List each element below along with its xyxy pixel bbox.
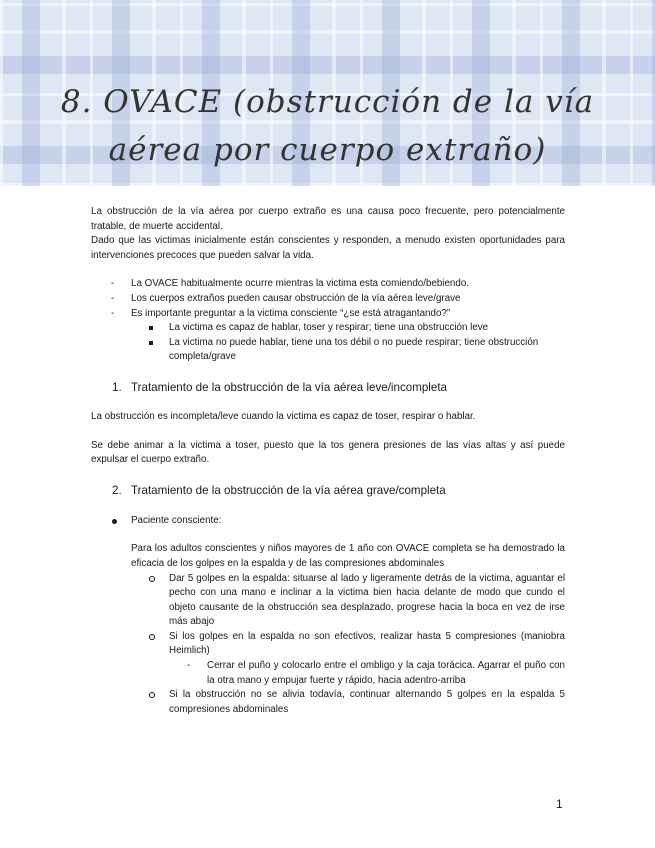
- list-item: Si la obstrucción no se alivia todavía, continuar alternando 5 golpes en la espalda 5 compresiones abdominales: [91, 688, 565, 717]
- section-1-paragraph-2: Se debe animar a la victima a toser, puesto que la tos genera presiones de las vías altas y así puede expulsar el cuerpo extraño.: [91, 439, 565, 466]
- list-item: - La OVACE habitualmente ocurre mientras la victima esta comiendo/bebiendo.: [91, 277, 565, 292]
- section-title: Tratamiento de la obstrucción de la vía aérea grave/completa: [131, 483, 446, 497]
- section-number: 2.: [112, 483, 122, 497]
- sub-points-list: [91, 321, 565, 365]
- list-item: - Cerrar el puño y colocarlo entre el ombligo y la caja torácica. Agarrar el puño con la otra mano y empujar fuerte y rápido, hacia adentro-arriba: [91, 659, 565, 688]
- substep-list: [91, 659, 565, 688]
- page-title: 8. OVACE (obstrucción de la vía aérea por cuerpo extraño): [60, 84, 595, 168]
- list-item: La victima no puede hablar, tiene una tos débil o no puede respirar; tiene obstrucción completa/grave: [91, 336, 565, 365]
- list-item: - Los cuerpos extraños pueden causar obstrucción de la vía aérea leve/grave: [91, 292, 565, 307]
- title-banner: [0, 0, 655, 186]
- page-number: 1: [556, 797, 563, 811]
- conscious-patient-bullet: Paciente consciente:: [91, 514, 565, 529]
- section-2-paragraph: Para los adultos conscientes y niños mayores de 1 año con OVACE completa se ha demostrado la eficacia de los golpes en la espalda y de las compresiones abdominales: [131, 543, 565, 569]
- list-item: Dar 5 golpes en la espalda: situarse al lado y ligeramente detrás de la victima, aguantar el pecho con una mano e inclinar a la victima bien hacia delante de modo que cundo el objeto causante de la obstrucción sea desplazado, progrese hacia la boca en vez de irse más abajo: [91, 572, 565, 630]
- final-step-list: [91, 688, 565, 717]
- intro-paragraph-2: Dado que las victimas inicialmente están conscientes y responden, a menudo existen oportunidades para intervenciones precoces que pueden salvar la vida.: [91, 235, 565, 261]
- intro-paragraph-1: La obstrucción de la vía aérea por cuerpo extraño es una causa poco frecuente, pero potencialmente tratable, de muerte accidental.: [91, 206, 565, 232]
- section-number: 1.: [112, 380, 122, 394]
- list-item: Si los golpes en la espalda no son efectivos, realizar hasta 5 compresiones (maniobra Heimlich): [91, 630, 565, 659]
- section-1-heading: [91, 380, 565, 396]
- section-1-paragraph-1: La obstrucción es incompleta/leve cuando la victima es capaz de toser, respirar o hablar.: [91, 410, 476, 422]
- steps-list: [91, 572, 565, 660]
- key-points-list: [91, 277, 565, 321]
- section-2-heading: [91, 483, 565, 499]
- document-body: [91, 205, 565, 717]
- list-item: - Es importante preguntar a la victima consciente “¿se está atragantando?”: [91, 307, 565, 322]
- section-title: Tratamiento de la obstrucción de la vía aérea leve/incompleta: [131, 380, 447, 394]
- list-item: La victima es capaz de hablar, toser y respirar; tiene una obstrucción leve: [91, 321, 565, 336]
